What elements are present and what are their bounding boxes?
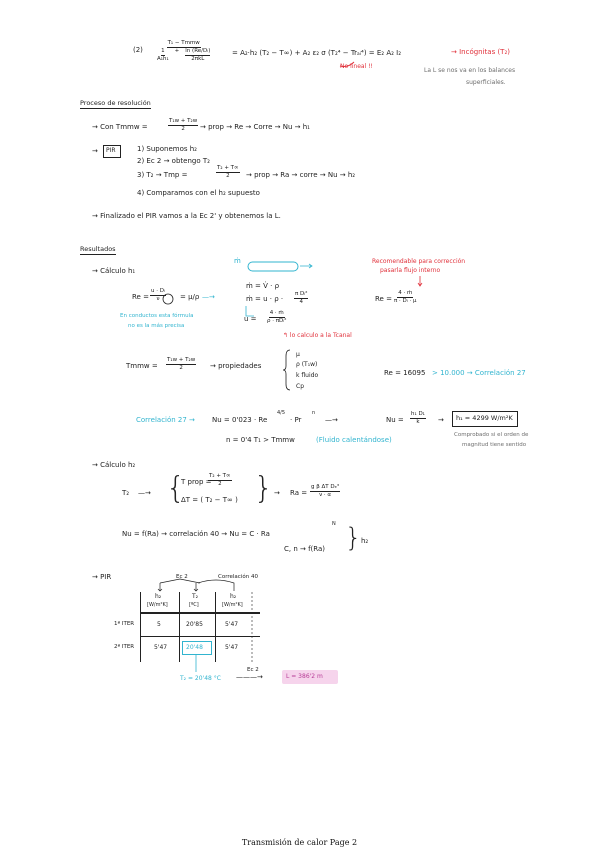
brace-h2: }	[345, 523, 362, 553]
pir-label: PIR	[106, 147, 116, 154]
result-l: L = 386'2 m	[286, 673, 323, 680]
re-label: Re =	[132, 293, 149, 301]
prop-mu: μ	[296, 351, 300, 358]
calc-h2-heading: → Cálculo h₂	[92, 461, 136, 469]
row2-c2: 20'48	[186, 644, 203, 651]
incognita-note: → Incógnitas (T₂)	[451, 48, 510, 56]
row2-label: 2ª ITER	[114, 644, 135, 650]
row2-c3: 5'47	[225, 644, 239, 651]
step-3-a: 3) T₂ → Tmp =	[137, 171, 188, 179]
re-value-tail: > 10.000 → Correlación 27	[432, 369, 526, 377]
t2-label: T₂	[122, 489, 130, 497]
result-ec2: Ec 2	[247, 667, 259, 673]
equation-number: (2)	[133, 46, 143, 54]
re-tail: = μ/ρ	[180, 293, 200, 301]
note-conducto-2: no es la más precisa	[128, 323, 185, 329]
prop-cp: Cp	[296, 383, 304, 390]
note-conducto-1: En conductos esta fórmula	[120, 313, 194, 319]
h2-output: h₂	[361, 537, 369, 545]
props-arrow: → propiedades	[210, 362, 262, 370]
step-3-b: → prop → Ra → corre → Nu → h₂	[246, 171, 356, 179]
no-lineal-note: No lineal !!	[340, 63, 373, 70]
step-2: 2) Ec 2 → obtengo T₂	[137, 157, 210, 165]
orden-note-1: Comprobado si el orden de	[454, 432, 529, 438]
n-condition-tail: (Fluido calentándose)	[316, 436, 392, 444]
orden-note-2: magnitud tiene sentido	[462, 442, 527, 448]
m-dot-label: ṁ	[234, 257, 241, 265]
row1-label: 1ª ITER	[114, 621, 135, 627]
section-title-proceso: Proceso de resolución	[80, 99, 151, 107]
pir-arrow: →	[92, 147, 98, 155]
proceso-final: → Finalizado el PIR vamos a la Ec 2' y obtenemos la L.	[92, 212, 281, 220]
delta-t: ΔT = ( T₂ − T∞ )	[181, 496, 238, 504]
re-fraction: $\frac{\text{u · Dᵢ}}{\nu}$	[151, 288, 165, 302]
m-fraction: $\frac{\text{π Dᵢ²}}{4}$	[295, 291, 308, 305]
row1-c1: 5	[157, 621, 161, 628]
pir-annot-corr40: Correlación 40	[218, 574, 258, 580]
col-unit-b: [ºC]	[189, 602, 199, 608]
result-t2: T₂ = 20'48 °C	[180, 675, 221, 682]
nu2-label: Nu =	[386, 416, 404, 424]
re-value: Re = 16095	[384, 369, 426, 377]
step-4: 4) Comparamos con el h₂ supuesto	[137, 189, 260, 197]
col-unit-a: [W/m²K]	[147, 602, 168, 608]
eq2-right-side: = A₂·h₂ (T₂ − T∞) + A₂ ε₂ σ (T₂⁴ − Trₐᵢ⁴) = E₂ A₂ I₂	[232, 49, 402, 57]
col-h2-b: h₂	[230, 593, 237, 600]
nu-eq: Nu = 0'023 · Re	[212, 416, 268, 424]
re2-fraction: $\frac{\text{4 · ṁ}}{\text{π · Dᵢ · μ}}$	[394, 290, 417, 304]
nu-f-ra-exp: N	[332, 521, 336, 527]
m-def: ṁ = V̇ · ρ	[246, 282, 280, 290]
n-condition: n = 0'4 T₁ > Tmmw	[226, 436, 295, 444]
page-footer: Transmisión de calor Page 2	[241, 838, 358, 847]
nu-mid: · Pr	[290, 416, 302, 424]
tmmw-fraction: $\frac{\text{T₁w + T₂w}}{2}$	[167, 357, 196, 371]
calc-h1-heading: → Cálculo h₁	[92, 267, 136, 275]
nu-exp2: n	[312, 410, 316, 416]
prop-rho: ρ (T₁w)	[296, 361, 318, 368]
note-lo-calculo: ↰ lo calculo a la Tcanal	[283, 332, 352, 339]
c-n-label: C, n → f(Ra)	[284, 545, 326, 553]
corr27-label: Correlación 27 →	[136, 416, 195, 424]
note-l-line2: superficiales.	[466, 79, 506, 86]
nu-exp1: 4/5	[277, 410, 286, 416]
note-l-line1: La L se nos va en los balances	[424, 67, 516, 74]
pir-annot-ec2: Ec 2	[176, 574, 188, 580]
tmmw-label: Tmmw =	[126, 362, 158, 370]
row1-c3: 5'47	[225, 621, 239, 628]
prop-k: k fluido	[296, 372, 319, 379]
brace-left: {	[166, 471, 186, 506]
m-eq: ṁ = u · ρ ·	[246, 295, 284, 303]
section-title-resultados: Resultados	[80, 245, 116, 253]
h1-value: h₁ = 4299 W/m²K	[456, 414, 513, 422]
tprop-fraction: $\frac{\text{T₂ + T∞}}{2}$	[209, 473, 231, 487]
row1-c2: 20'85	[186, 621, 203, 628]
proceso-row1-a: → Con Tmmw =	[92, 123, 148, 131]
step-1: 1) Suponemos h₂	[137, 145, 197, 153]
step-3-fraction: $\frac{\text{T₂ + T∞}}{2}$	[217, 165, 239, 179]
col-h2-a: h₂	[155, 593, 162, 600]
row2-c1: 5'47	[154, 644, 168, 651]
ra-fraction: $\frac{\text{g β ΔT Dₑ³}}{\nu \cdot \alpha}$	[311, 484, 340, 498]
u-fraction: 4 · ṁ ρ · πDᵢ²	[267, 310, 287, 324]
proceso-row1-b: → prop → Re → Corre → Nu → h₁	[200, 123, 310, 131]
recom-2: pasarla flujo interno	[380, 267, 441, 274]
re-arrow: —→	[202, 293, 215, 301]
pir-heading: → PIR	[92, 573, 112, 581]
u-eq: u =	[244, 315, 257, 323]
ra-label: Ra =	[290, 489, 308, 497]
proceso-row1-fraction: $\frac{\text{T₁w + T₂w}}{2}$	[169, 118, 198, 132]
recom-1: Recomendable para corrección	[372, 258, 466, 265]
nu-f-ra: Nu = f(Ra) → correlación 40 → Nu = C · Ra	[122, 530, 270, 538]
nu2-fraction: $\frac{\text{h₁ D₁}}{k}$	[411, 411, 425, 425]
col-unit-c: [W/m²K]	[222, 602, 243, 608]
tprop-label: T prop =	[181, 478, 212, 486]
re2-label: Re =	[375, 295, 392, 303]
brace-right: }	[254, 471, 274, 506]
eq2-left-fraction: T₁ − Tmmw 1 A₁h₁ + ln (Re/Dᵢ) 2πkL	[157, 40, 211, 62]
col-t2: T₂	[192, 593, 199, 600]
